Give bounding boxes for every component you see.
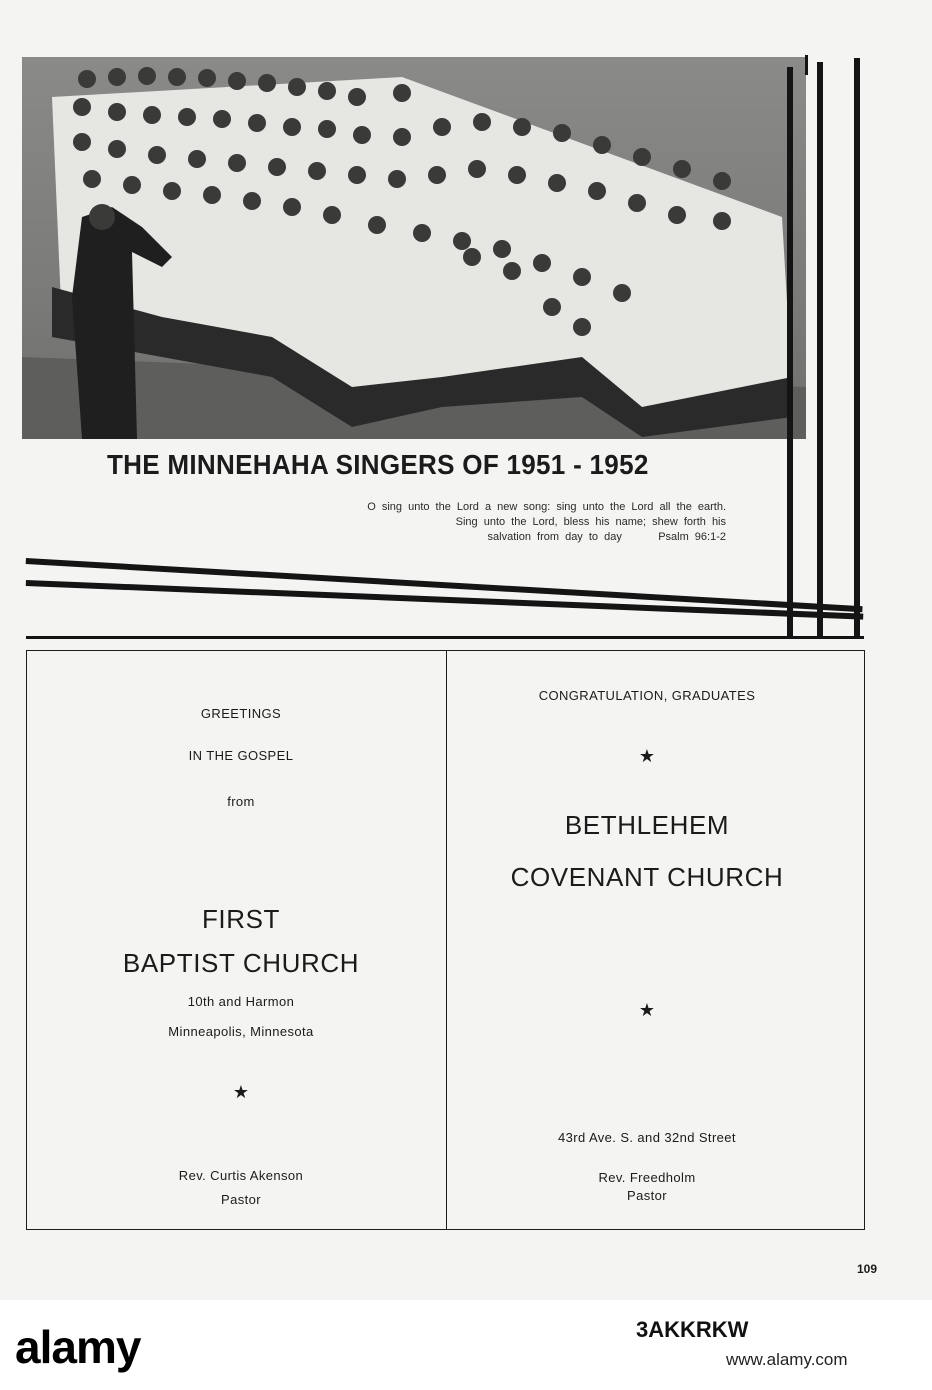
right-star-top-icon: ★ xyxy=(638,746,656,766)
verse-reference: Psalm 96:1-2 xyxy=(658,531,726,543)
vertical-rule-4 xyxy=(805,55,808,75)
choir-illustration xyxy=(22,57,806,439)
left-in-the-gospel: IN THE GOSPEL xyxy=(188,748,294,763)
right-church-name-1: BETHLEHEM xyxy=(564,810,730,840)
vertical-rule-3 xyxy=(854,58,860,638)
right-pastor-title: Pastor xyxy=(627,1188,667,1203)
choir-title: THE MINNEHAHA SINGERS OF 1951 - 1952 xyxy=(107,449,649,480)
verse-line-3: salvation from day to day Psalm 96:1-2 xyxy=(487,531,726,543)
left-church-name-1: FIRST xyxy=(201,904,281,934)
verse-line-1: O sing unto the Lord a new song: sing unto the Lord all the earth. xyxy=(367,501,726,513)
left-from: from xyxy=(227,794,255,809)
left-star-icon: ★ xyxy=(232,1082,250,1102)
alamy-logo: alamy xyxy=(15,1321,141,1373)
right-address: 43rd Ave. S. and 32nd Street xyxy=(558,1130,736,1145)
left-pastor-name: Rev. Curtis Akenson xyxy=(178,1168,304,1183)
page-number: 109 xyxy=(857,1262,878,1276)
left-pastor-title: Pastor xyxy=(221,1192,261,1207)
right-pastor-name: Rev. Freedholm xyxy=(598,1170,696,1185)
image-id: 3AKKRKW xyxy=(636,1317,749,1342)
horizontal-rule xyxy=(26,636,864,639)
verse-line-2: Sing unto the Lord, bless his name; shew forth his xyxy=(455,516,726,528)
alamy-url: www.alamy.com xyxy=(726,1350,848,1369)
vertical-rule-2 xyxy=(817,62,823,638)
left-greetings: GREETINGS xyxy=(200,706,282,721)
left-address-2: Minneapolis, Minnesota xyxy=(168,1024,314,1039)
right-church-name-2: COVENANT CHURCH xyxy=(510,862,784,892)
left-church-name-2: BAPTIST CHURCH xyxy=(122,948,360,978)
right-star-bottom-icon: ★ xyxy=(638,1000,656,1020)
left-ad-box xyxy=(26,650,447,1230)
psalm-verse xyxy=(240,500,726,545)
right-heading: CONGRATULATION, GRADUATES xyxy=(538,688,756,703)
vertical-rule-1 xyxy=(787,67,793,637)
choir-photo xyxy=(22,57,806,439)
left-address-1: 10th and Harmon xyxy=(187,994,295,1009)
